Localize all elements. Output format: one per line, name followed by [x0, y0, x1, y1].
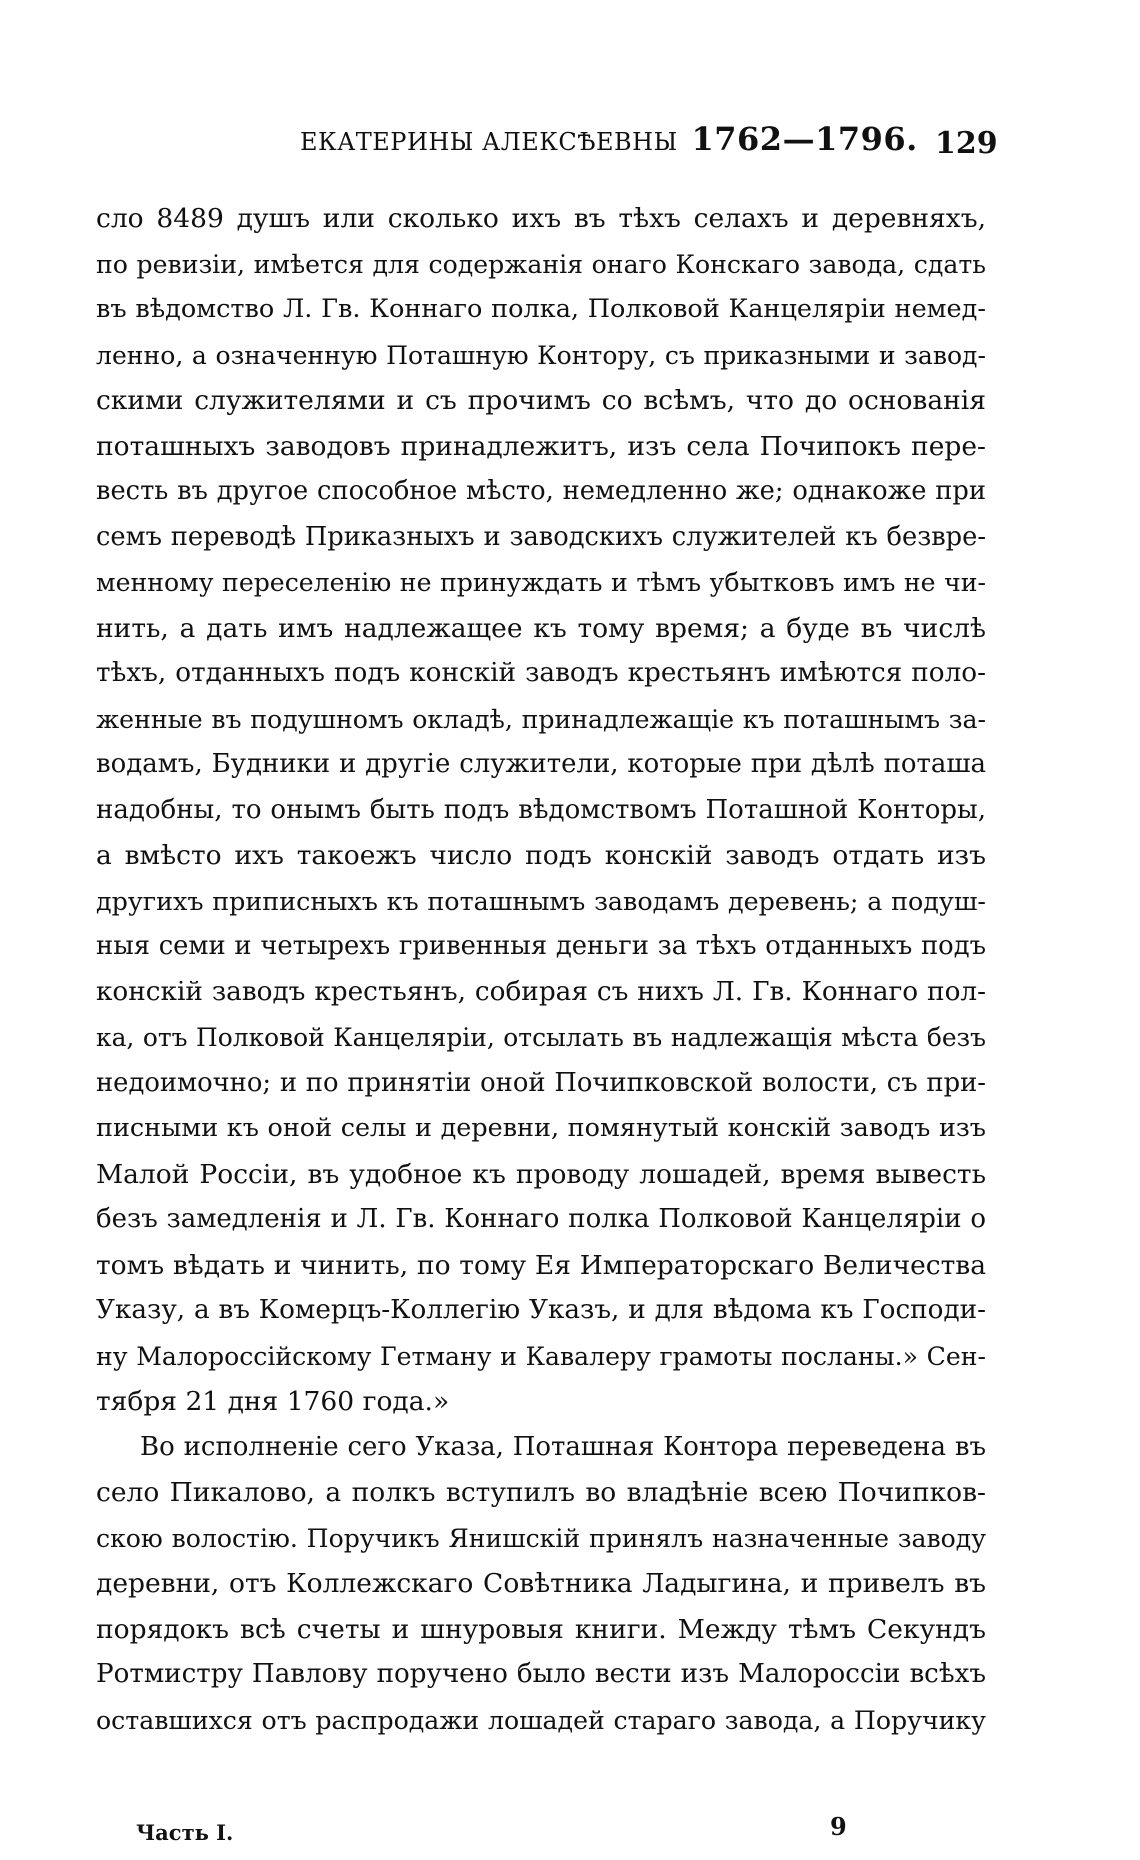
text-line: ленно, а означенную Поташную Контору, съ приказными и завод- [96, 340, 986, 370]
text-line: оставшихся отъ распродажи лошадей стараго завода, а Поручику [96, 1705, 986, 1735]
text-line: Малой Россіи, въ удобное къ проводу лошадей, время вывесть [96, 1158, 986, 1190]
text-line: въ вѣдомство Л. Гв. Коннаго полка, Полковой Канцеляріи немед- [96, 294, 986, 324]
text-line: поташныхъ заводовъ принадлежитъ, изъ села Почипокъ пере- [96, 430, 986, 462]
text-line: менному переселенію не принуждать и тѣмъ убытковъ имъ не чи- [96, 568, 986, 597]
text-line: скими служителями и съ прочимъ со всѣмъ, что до основанія [96, 385, 986, 416]
text-line: томъ вѣдать и чинить, по тому Ея Императорскаго Величества [96, 1249, 986, 1281]
text-line-paragraph-end: тября 21 дня 1760 года.» [96, 1386, 450, 1417]
text-line: сло 8489 душъ или сколько ихъ въ тѣхъ селахъ и деревняхъ, [96, 203, 986, 234]
text-line: Указу, а въ Комерцъ-Коллегію Указъ, и для вѣдома къ Господи- [96, 1295, 986, 1325]
text-line: деревни, отъ Коллежскаго Совѣтника Ладыгина, и привелъ въ [96, 1568, 986, 1599]
text-line: писными къ оной селы и деревни, помянутый конскій заводъ изъ [96, 1113, 986, 1143]
text-line: безъ замедленія и Л. Гв. Коннаго полка Полковой Канцеляріи о [96, 1204, 986, 1234]
text-line: ну Малороссійскому Гетману и Кавалеру грамоты посланы.» Сен- [96, 1341, 986, 1371]
footer-sheet-number: 9 [830, 1812, 847, 1841]
text-line: конскій заводъ крестьянъ, собирая съ нихъ Л. Гв. Коннаго пол- [96, 976, 986, 1007]
running-head-years: 1762—1796. [691, 120, 918, 158]
text-line-paragraph-start: Во исполненіе сего Указа, Поташная Контора переведена въ [140, 1431, 986, 1462]
text-line: ка, отъ Полковой Канцеляріи, отсылать въ надлежащія мѣста безъ [96, 1023, 986, 1052]
text-line: недоимочно; и по принятіи оной Почипковской волости, съ при- [96, 1067, 986, 1098]
text-line: водамъ, Будники и другіе служители, которые при дѣлѣ поташа [96, 749, 986, 779]
text-line: нить, а дать имъ надлежащее къ тому время; а буде въ числѣ [96, 612, 986, 644]
page-number: 129 [935, 126, 998, 161]
running-head [300, 120, 918, 158]
body-text [96, 196, 986, 1743]
text-line: порядокъ всѣ счеты и шнуровыя книги. Между тѣмъ Секундъ [96, 1613, 986, 1645]
text-line: ныя семи и четырехъ гривенныя деньги за тѣхъ отданныхъ подъ [96, 931, 986, 961]
text-line: надобны, то онымъ быть подъ вѣдомствомъ Поташной Конторы, [96, 794, 986, 825]
footer-signature: Часть I. [136, 1820, 234, 1845]
text-line: другихъ приписныхъ къ поташнымъ заводамъ деревень; а подуш- [96, 885, 986, 916]
text-line: скою волостію. Поручикъ Янишскій принялъ назначенные заводу [96, 1523, 986, 1553]
text-line: тѣхъ, отданныхъ подъ конскій заводъ крестьянъ имѣются поло- [96, 658, 986, 688]
text-line: весть въ другое способное мѣсто, немедленно же; однакоже при [96, 476, 986, 506]
text-line: семъ переводѣ Приказныхъ и заводскихъ служителей къ безвре- [96, 521, 986, 552]
text-line: по ревизіи, имѣется для содержанія онаго Конскаго завода, сдать [96, 249, 986, 279]
text-line: Ротмистру Павлову поручено было вести изъ Малороссіи всѣхъ [96, 1659, 986, 1689]
text-line: а вмѣсто ихъ такоежъ число подъ конскій заводъ отдать изъ [96, 840, 986, 871]
text-line: женные въ подушномъ окладѣ, принадлежащіе къ поташнымъ за- [96, 704, 986, 734]
running-head-title: ЕКАТЕРИНЫ АЛЕКСѢЕВНЫ [300, 128, 678, 156]
text-line: село Пикалово, а полкъ вступилъ во владѣніе всею Почипков- [96, 1477, 986, 1508]
